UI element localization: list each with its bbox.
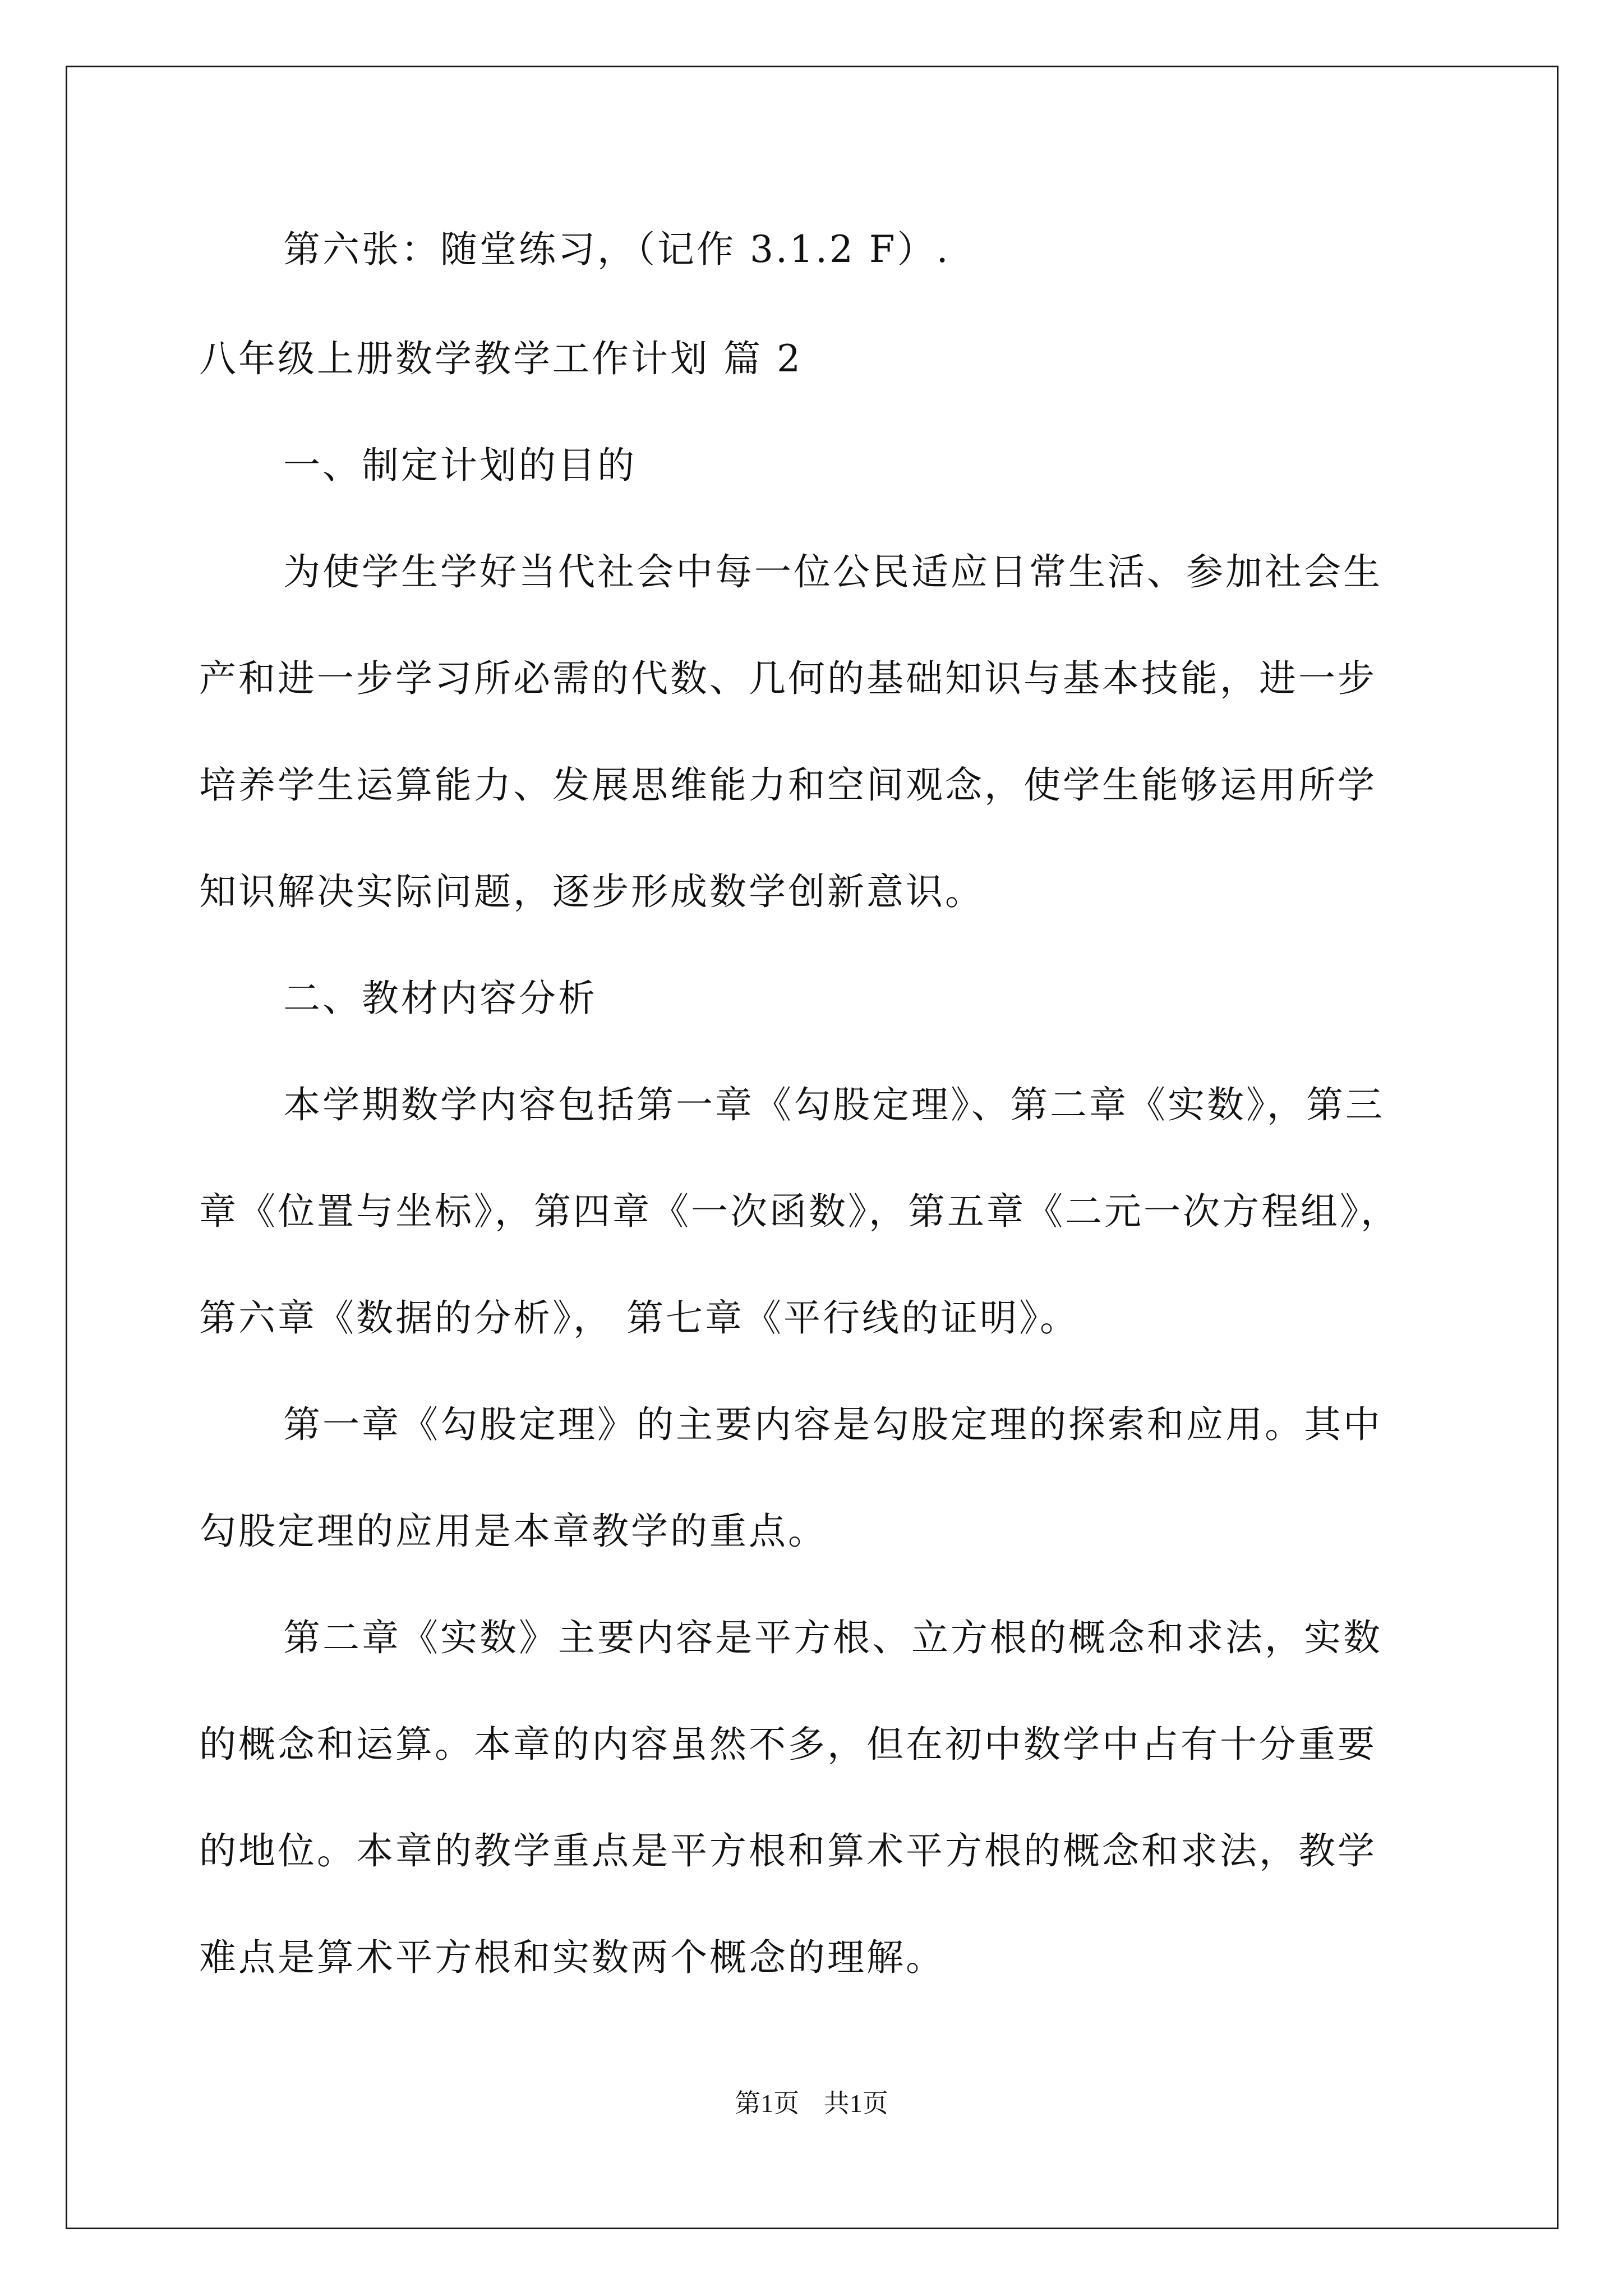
paragraph-line: 为使学生学好当代社会中每一位公民适应日常生活、参加社会生 bbox=[283, 550, 1382, 593]
paragraph-line: 难点是算术平方根和实数两个概念的理解。 bbox=[199, 1936, 945, 1979]
paragraph-line: 产和进一步学习所必需的代数、几何的基础知识与基本技能，进一步 bbox=[199, 657, 1377, 700]
paragraph-line: 勾股定理的应用是本章教学的重点。 bbox=[199, 1510, 827, 1553]
paragraph-line: 本学期数学内容包括第一章《勾股定理》、第二章《实数》，第三 bbox=[283, 1083, 1385, 1126]
paragraph-line: 培养学生运算能力、发展思维能力和空间观念，使学生能够运用所学 bbox=[199, 763, 1377, 807]
paragraph-line: 知识解决实际问题，逐步形成数学创新意识。 bbox=[199, 870, 984, 913]
paragraph-line: 的地位。本章的教学重点是平方根和算术平方根的概念和求法，教学 bbox=[199, 1829, 1377, 1872]
page-total: 共1页 bbox=[823, 2089, 888, 2118]
subheading: 一、制定计划的目的 bbox=[283, 444, 637, 487]
paragraph-line: 章《位置与坐标》，第四章《一次函数》，第五章《二元一次方程组》， bbox=[199, 1190, 1400, 1233]
paragraph-line: 的概念和运算。本章的内容虽然不多，但在初中数学中占有十分重要 bbox=[199, 1723, 1377, 1766]
paragraph-line: 第六张：随堂练习，（记作 3.1.2 F）. bbox=[283, 228, 951, 271]
section-heading: 八年级上册数学教学工作计划 篇 2 bbox=[199, 337, 803, 380]
page-border bbox=[66, 66, 1559, 2229]
paragraph-line: 第一章《勾股定理》的主要内容是勾股定理的探索和应用。其中 bbox=[283, 1403, 1382, 1446]
page-number: 第1页 bbox=[735, 2089, 800, 2118]
paragraph-line: 第六章《数据的分析》， 第七章《平行线的证明》。 bbox=[199, 1296, 1079, 1340]
paragraph-line: 第二章《实数》主要内容是平方根、立方根的概念和求法，实数 bbox=[283, 1616, 1382, 1659]
subheading: 二、教材内容分析 bbox=[283, 977, 597, 1020]
page-footer bbox=[0, 2087, 1623, 2120]
